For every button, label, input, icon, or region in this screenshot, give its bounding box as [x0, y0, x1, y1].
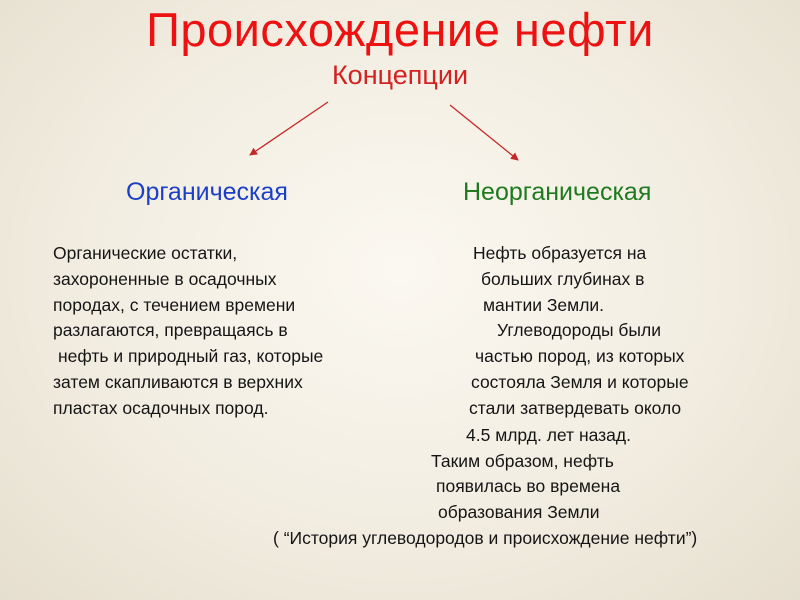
- inorganic-text-line: частью пород, из которых: [475, 346, 685, 366]
- inorganic-text-line: появилась во времена: [436, 476, 621, 496]
- inorganic-text-line: Нефть образуется на: [473, 243, 647, 263]
- arrow-right: [450, 105, 518, 160]
- inorganic-text-line: образования Земли: [438, 502, 600, 522]
- organic-text-line: затем скапливаются в верхних: [53, 372, 303, 392]
- arrow-left: [250, 102, 328, 155]
- organic-text-line: захороненные в осадочных: [53, 269, 277, 289]
- organic-text-line: разлагаются, превращаясь в: [53, 320, 288, 340]
- heading-organic: Органическая: [126, 178, 288, 206]
- organic-text-line: пластах осадочных пород.: [53, 398, 269, 418]
- inorganic-text-line: мантии Земли.: [483, 295, 605, 315]
- organic-text-line: нефть и природный газ, которые: [58, 346, 324, 366]
- inorganic-text-line: Таким образом, нефть: [431, 451, 614, 471]
- page-title: Происхождение нефти: [146, 3, 654, 56]
- citation: ( “История углеводородов и происхождение нефти”): [273, 528, 698, 548]
- organic-text-line: породах, с течением времени: [53, 295, 296, 315]
- inorganic-text-line: 4.5 млрд. лет назад.: [466, 425, 631, 445]
- inorganic-text-line: Углеводороды были: [497, 320, 661, 340]
- organic-text-line: Органические остатки,: [53, 243, 238, 263]
- inorganic-text-line: состояла Земля и которые: [471, 372, 689, 392]
- inorganic-text-line: стали затвердевать около: [469, 398, 682, 418]
- page-subtitle: Концепции: [331, 60, 469, 90]
- heading-inorganic: Неорганическая: [463, 178, 652, 206]
- inorganic-text-line: больших глубинах в: [481, 269, 645, 289]
